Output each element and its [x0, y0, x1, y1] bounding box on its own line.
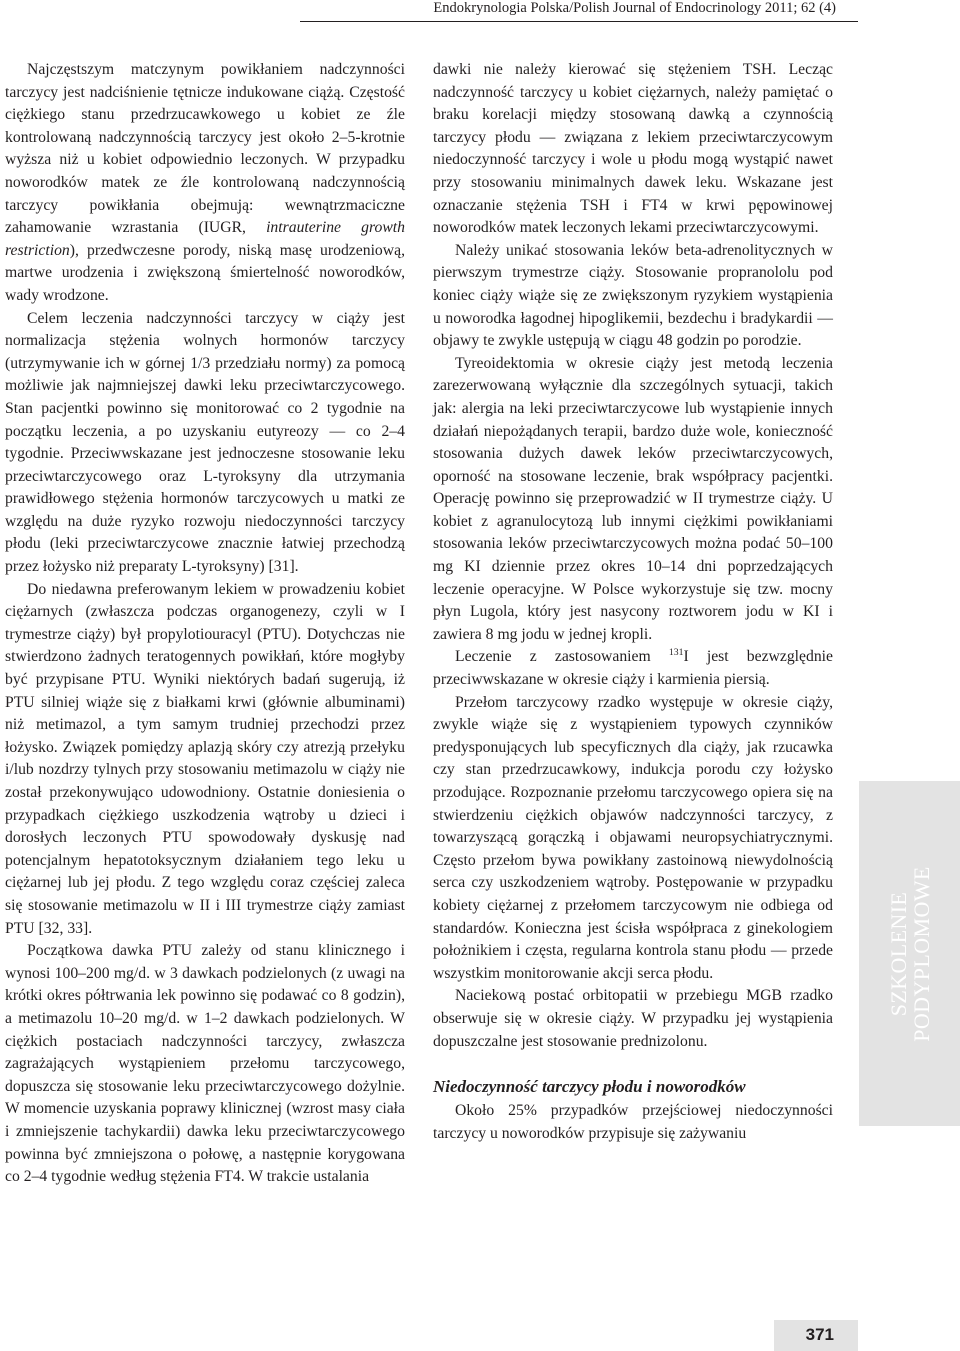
right-paragraph-2: Należy unikać stosowania leków beta-adrenolitycznych w pierwszym trymestrze ciąży. Stosowanie propranololu pod koniec ciąży wiąże się ze zwiększonym ryzykiem wystąpienia u noworodka łagodnej hipoglikemii, bezdechu i bradykardii — objawy te zwykle ustępują w ciągu 48 godzin po porodzie.	[433, 241, 833, 350]
left-paragraph-4: Początkowa dawka PTU zależy od stanu klinicznego i wynosi 100–200 mg/d. w 3 dawkach podzielonych (z uwagi na krótki okres półtrwania lek powinno się podawać co 8 godzin), a metimazolu 10–20 mg/d. w 1–2 dawkach podzielonych. W ciężkich postaciach nadczynności tarczycy, zwłaszcza zagrażających wystąpieniem przełomu tarczycowego, dopuszcza się stosowanie leku przeciwtarczycowego dożylnie. W momencie uzyskania poprawy klinicznej (wzrost masy ciała i zmniejszenie tachykardii) dawka leku przeciwtarczycowego powinna być zmniejszona o połowę, a następnie korygowana co 2–4 tygodnie według stężenia FT4. W trakcie ustalania	[5, 942, 405, 1186]
left-paragraph-1	[5, 59, 405, 308]
left-p1-text: Najczęstszym matczynym powikłaniem nadczynności tarczycy jest nadciśnienie tętnicze indukowane ciążą. Częstość ciężkiego stanu przedrzucawkowego u kobiet ze źle kontrolowaną nadczynnością tarczycy jest około 2–5-krotnie wyższa niż u kobiet odpowiednio leczonych. W przypadku noworodków matek ze źle kontrolowaną nadczynnością tarczycy powikłania obejmują: wewnątrzmaciczne zahamowanie wzrastania (IUGR,	[5, 61, 405, 237]
side-tab-line-2: PODYPLOMOWE	[908, 865, 934, 1042]
right-paragraph-6: Naciekową postać orbitopatii w przebiegu MGB rzadko obserwuje się w okresie ciąży. W przypadku jej wystąpienia dopuszczalne jest stosowanie prednizolonu.	[433, 987, 833, 1050]
right-paragraph-4	[433, 646, 833, 691]
right-paragraph-1: dawki nie należy kierować się stężeniem TSH. Lecząc nadczynność tarczycy u kobiet ciężarnych, należy pamiętać o braku korelacji między stosowaną dawką a czynnością tarczycy płodu — związana z lekiem przeciwtarczycowym niedoczynność tarczycy i wole u płodu mogą wystąpić nawet przy stosowaniu minimalnych dawek leku. Wskazane jest oznaczanie stężenia TSH i FT4 w krwi pępowinowej noworodków matek leczonych lekami przeciwtarczycowymi.	[433, 61, 833, 237]
right-paragraph-3: Tyreoidektomia w okresie ciąży jest metodą leczenia zarezerwowaną wyłącznie dla szczególnych sytuacji, takich jak: alergia na leki przeciwtarczycowe lub wystąpienie innych działań niepożądanych terapii, bardzo duże wole, konieczność stosowania dużych dawek leków przeciwtarczycowych, oporność na stosowane leczenie, brak współpracy pacjentki. Operację powinno się przeprowadzić w II trymestrze ciąży. U kobiet z agranulocytozą lub innymi ciężkimi powikłaniami stosowania leków przeciwtarczycowych można podać 50–100 mg KI dziennie przez okres 10–14 dni poprzedzających leczenie operacyjne. W Polsce wykorzystuje się tzw. mocny płyn Lugola, który jest nasycony roztworem jodu w KI i zawiera 8 mg jodu w jednej kropli.	[433, 354, 833, 643]
side-tab-line-1: SZKOLENIE	[885, 891, 911, 1016]
page-number: 371	[805, 1325, 834, 1344]
left-p1-italic: intrauterine growth restriction	[5, 219, 405, 259]
left-column	[5, 59, 405, 1189]
right-p4-start: Leczenie z zastosowaniem	[455, 648, 669, 666]
side-tab-label	[887, 866, 933, 1042]
right-column	[433, 59, 833, 1145]
right-paragraph-5: Przełom tarczycowy rzadko występuje w okresie ciąży, zwykle wiąże się z wystąpieniem typowych czynników predysponujących lub specyficznych dla ciąży, jak rzucawka czy stan przedrzucawkowy, indukcja porodu czy łożysko przodujące. Rozpoznanie przełomu tarczycowego opiera się na stwierdzeniu ciężkich objawów nadczynności tarczycy, z towarzyszącą gorączką i objawami neuropsychiatrycznymi. Często przełom bywa powikłany zastoinową niewydolnością serca czy uszkodzeniem wątroby. Postępowanie w przypadku kobiety ciężarnej z przełomem tarczycowym nie odbiega od standardów. Konieczna jest ścisła współpraca z ginekologiem położnikiem i częsta, regularna kontrola stanu płodu — przede wszystkim monitorowanie akcji serca płodu.	[433, 693, 833, 982]
isotope-superscript: 131	[668, 647, 684, 659]
section-heading: Niedoczynność tarczycy płodu i noworodków	[433, 1077, 746, 1097]
running-header	[300, 0, 858, 22]
right-p4-end: I jest bezwzględnie przeciwwskazane w okresie ciąży i karmienia piersią.	[433, 648, 834, 689]
journal-citation: Endokrynologia Polska/Polish Journal of Endocrinology 2011; 62 (4)	[433, 0, 836, 16]
page-number-box	[774, 1320, 858, 1351]
left-p1-end: ), przedwczesne porody, niską masę urodzeniową, martwe urodzenia i zwiększoną śmiertelność noworodków, wady wrodzone.	[5, 241, 405, 304]
left-paragraph-3: Do niedawna preferowanym lekiem w prowadzeniu kobiet ciężarnych (zwłaszcza podczas organogenezy, czyli w I trymestrze ciąży) był propylotiouracyl (PTU). Dotychczas nie stwierdzono żadnych teratogennych powikłań, które mogłyby być przypisane PTU. Wyniki niektórych badań sugerują, iż PTU silniej wiąże się z białkami krwi (głównie albuminami) niż metimazol, a tym samym trudniej przechodzi przez łożysko. Związek pomiędzy aplazją skóry czy atrezją przełyku i/lub nozdrzy tylnych przy stosowaniu metimazolu w ciąży nie został przekonywująco udowodniony. Ostatnie doniesienia o przypadkach ciężkiego uszkodzenia wątroby u dzieci i dorosłych leczonych PTU spowodowały dyskusję nad potencjalnym hepatotoksycznym działaniem tego leku u ciężarnej lub jej płodu. Z tego względu coraz częściej zaleca się stosowanie metimazolu w II i III trymestrze ciąży zamiast PTU [32, 33].	[5, 580, 405, 937]
left-paragraph-2: Celem leczenia nadczynności tarczycy w ciąży jest normalizacja stężenia wolnych hormonów tarczycy (utrzymywanie ich w górnej 1/3 przedziału normy) za pomocą możliwie jak najmniejszej dawki leku przeciwtarczycowego. Stan pacjentki powinno się monitorować co 2 tygodnie na początku leczenia, a po uzyskaniu eutyreozy — co 2–4 tygodnie. Przeciwwskazane jest jednoczesne stosowanie leku przeciwtarczycowego oraz L-tyroksyny dla utrzymania prawidłowego stężenia hormonów tarczycowych u matki ze względu na duże ryzyko rozwoju niedoczynności tarczycy płodu (leki przeciwtarczycowe znacznie łatwiej przechodzą przez łożysko niż preparaty L-tyroksyny) [31].	[5, 309, 405, 576]
section-side-tab	[859, 781, 960, 1126]
right-paragraph-7: Około 25% przypadków przejściowej niedoczynności tarczycy u noworodków przypisuje się zażywaniu	[433, 1102, 833, 1142]
